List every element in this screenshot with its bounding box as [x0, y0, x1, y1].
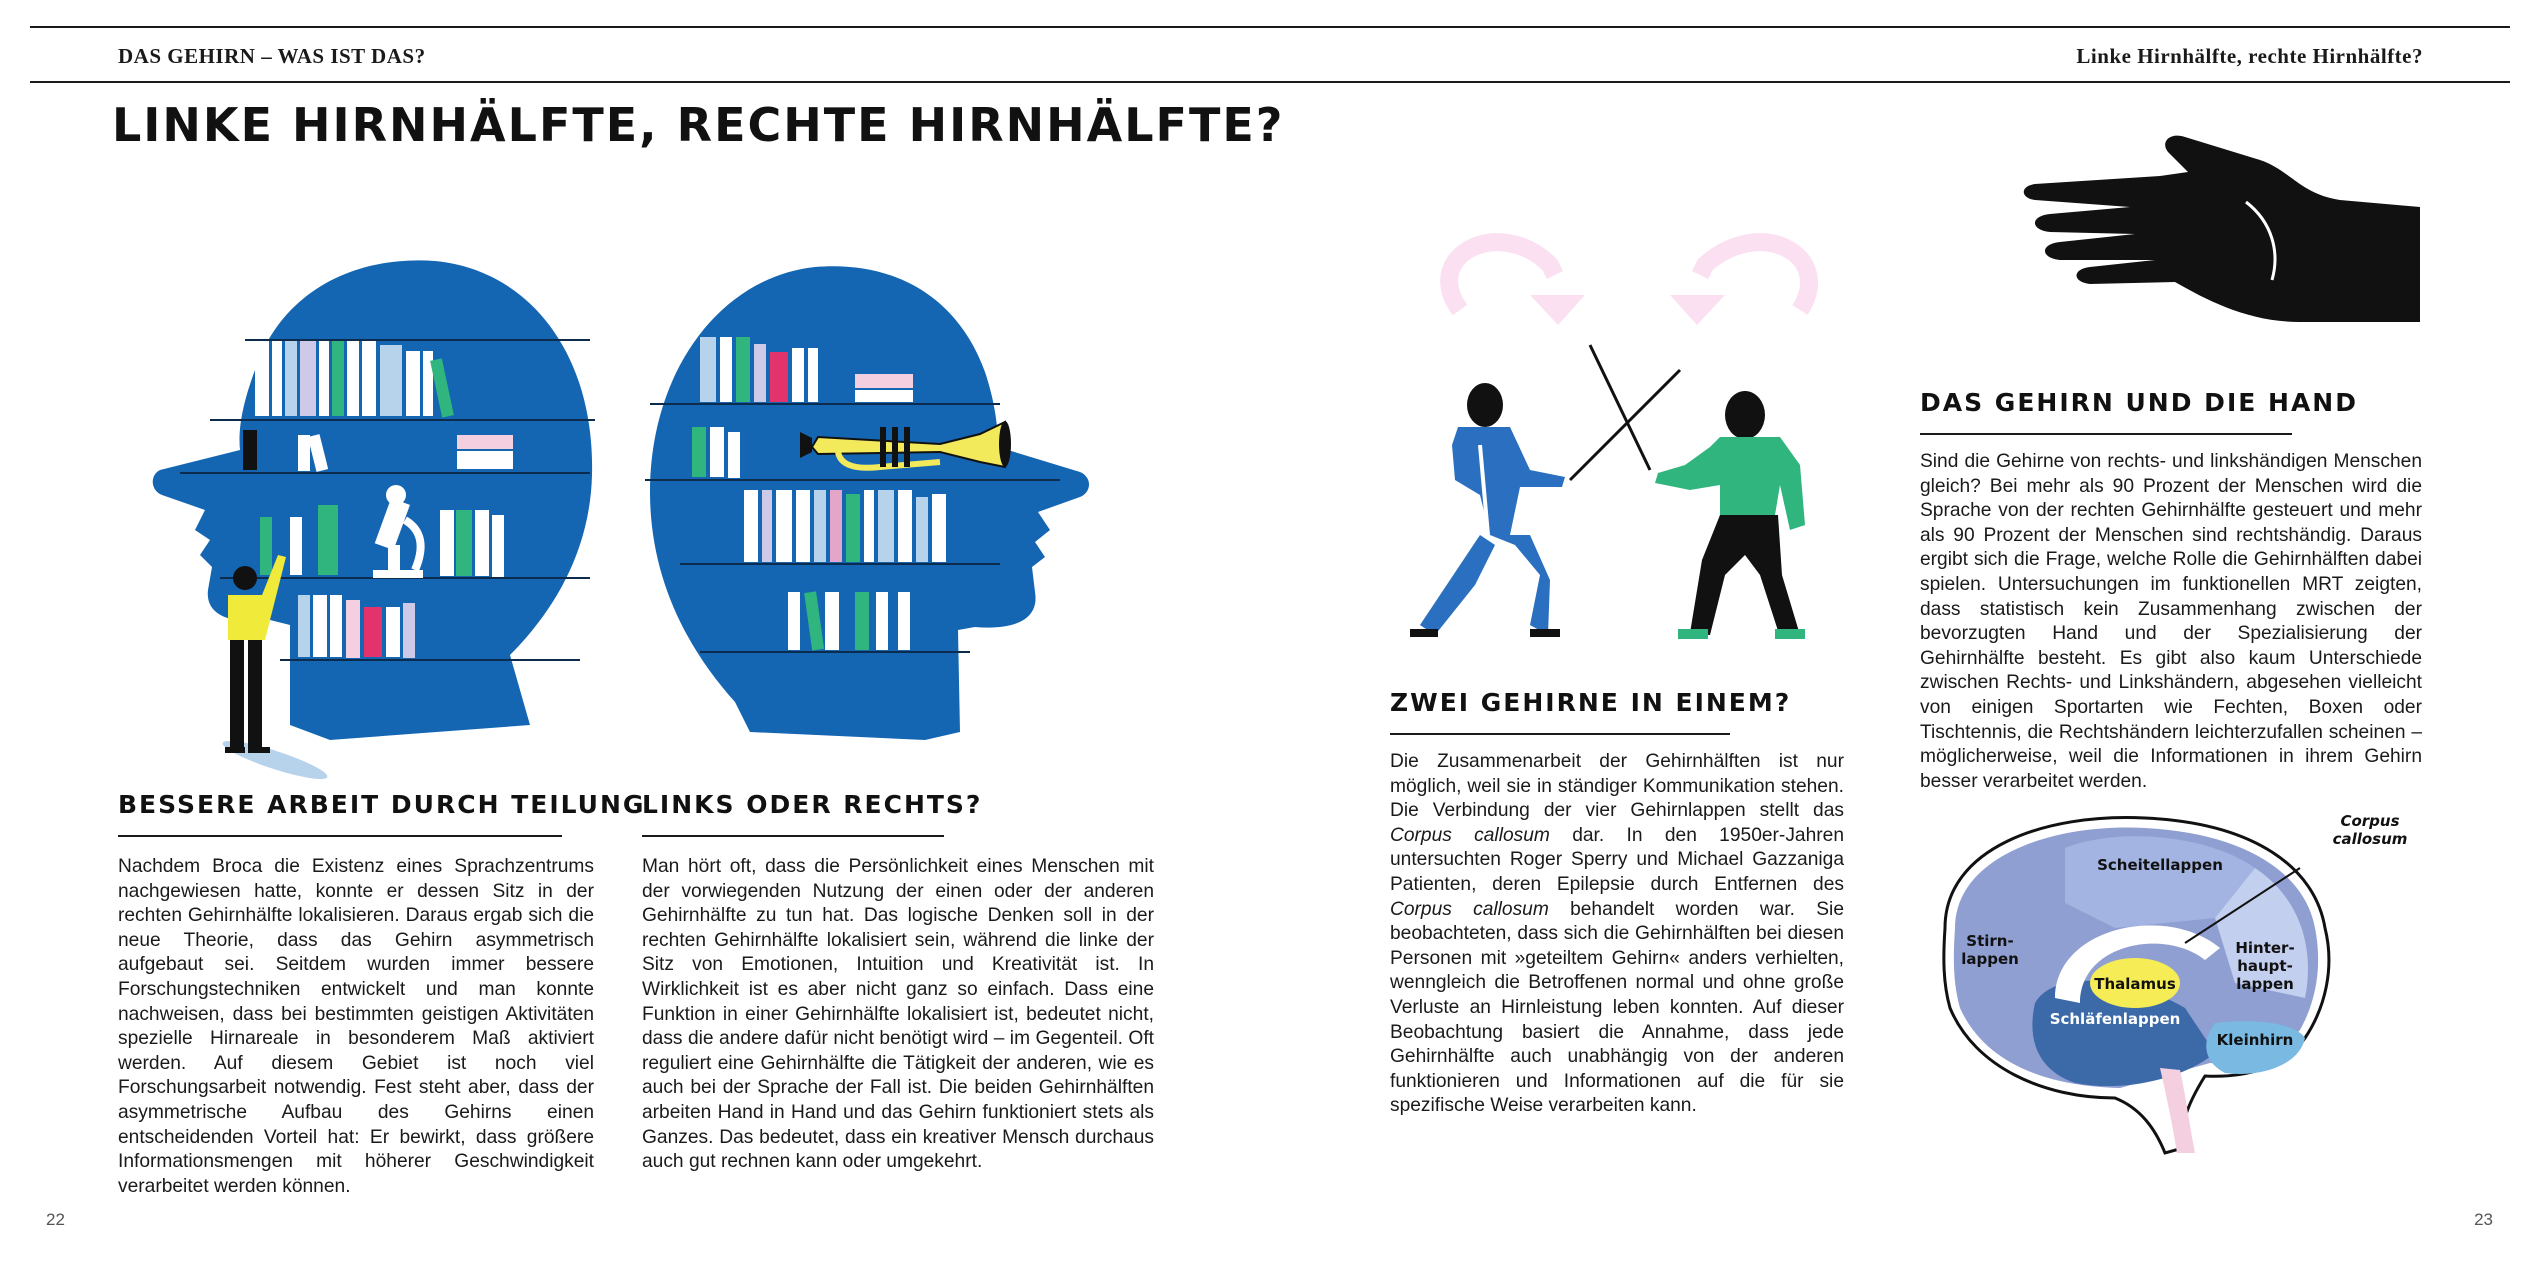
body-hand: Sind die Gehirne von rechts- und linkshändigen Menschen gleich? Bei mehr als 90 Prozent der Menschen wird die Sprache von der rechten Gehirnhälfte gesteuert und mehr als 90 Prozent der Menschen sind rechtshändig. Daraus ergibt sich die Frage, welche Rolle die Gehirnhälften dabei spielen. Untersuchungen im funktionellen MRT zeigten, dass statistisch kein Zusammenhang zwischen der bevorzugten Hand und der Spezialisierung der Gehirnhälfte besteht. Es gibt also kaum Unterschiede zwischen Rechts- und Linkshändern, abgesehen vielleicht von einigen Sportarten wie Fechten, Boxen oder Tischtennis, die Rechtshändern leichterzufallen scheinen – möglicherweise, weil die Informationen in ihrem Gehirn besser verarbeitet werden. — [1920, 451, 2422, 792]
term-corpus-callosum-1: Corpus callosum — [1390, 824, 1550, 846]
heading-rule-zwei-gehirne — [1390, 733, 1730, 735]
running-head-left: DAS GEHIRN – WAS IST DAS? — [118, 44, 426, 68]
header-rule-bottom — [30, 81, 2510, 83]
label-corpus-2: callosum — [2332, 830, 2408, 848]
heading-links-rechts: LINKS ODER RECHTS? — [642, 790, 983, 819]
running-head-right: Linke Hirnhälfte, rechte Hirnhälfte? — [2076, 44, 2423, 68]
fencers-illustration — [1380, 215, 1860, 665]
label-hinter-2: haupt- — [2237, 957, 2293, 975]
bookshelf-head-left — [150, 255, 610, 795]
label-hinter-3: lappen — [2236, 975, 2294, 993]
body-zwei-gehirne-part-3: behandelt worden war. Sie beobachteten, dass sich die Gehirnhälften bei diesen Personen mit »geteiltem Gehirn« anders verhielten, wenngleich die Betroffenen normal und ohne große Verluste an Hirnleistung leben konnten. Auf dieser Beobachtung basiert die Annahme, dass jede Gehirnhälfte auch unabhängig von der anderen funktionieren und Informationen auf die für sie spezifische Weise verarbeiten kann. — [1390, 898, 1844, 1117]
label-stirn-2: lappen — [1961, 950, 2019, 968]
body-zwei-gehirne-part-2: dar. In den 1950er-Jahren untersuchten Roger Sperry und Michael Gazzaniga Patienten, deren Epilepsie durch Entfernen des — [1390, 824, 1844, 895]
heading-rule-hand — [1920, 433, 2292, 435]
label-stirn-1: Stirn- — [1966, 932, 2014, 950]
label-kleinhirn: Kleinhirn — [2216, 1031, 2294, 1049]
label-schlaefenlappen: Schläfenlappen — [2049, 1010, 2181, 1028]
heading-rule-teilung — [118, 835, 562, 837]
label-scheitellappen: Scheitellappen — [2097, 856, 2223, 874]
body-teilung: Nachdem Broca die Existenz eines Sprachzentrums nachgewiesen hatte, konnte er dessen Sitz in der rechten Gehirnhälfte lokalisieren. Daraus ergab sich die neue Theorie, dass das Gehirn asymmetrisch aufgebaut sei. Seitdem wurden immer bessere Forschungstechniken entwickelt und man konnte nachweisen, dass bei bestimmten geistigen Aktivitäten spezielle Hirnareale in besonderem Maß aktiviert werden. Auf diesem Gebiet ist noch viel Forschungsarbeit notwendig. Fest steht aber, dass der asymmetrische Aufbau des Gehirns einen entscheidenden Vorteil hat: Er bewirkt, dass größere Informationsmengen mit höherer Geschwindigkeit verarbeitet werden können. — [118, 856, 594, 1197]
brain-diagram — [1915, 808, 2475, 1163]
label-corpus-1: Corpus — [2340, 812, 2400, 830]
label-hinter-1: Hinter- — [2235, 939, 2295, 957]
term-corpus-callosum-2: Corpus callosum — [1390, 898, 1549, 920]
body-zwei-gehirne — [1390, 750, 1844, 1119]
label-thalamus: Thalamus — [2094, 975, 2176, 993]
body-links-rechts: Man hört oft, dass die Persönlichkeit eines Menschen mit der vorwiegenden Nutzung der einen oder der anderen Gehirnhälfte zu tun hat. Das logische Denken soll in der rechten Gehirnhälfte lokalisiert sein, während die linke der Sitz von Emotionen, Intuition und Kreativität ist. In Wirklichkeit ist es aber nicht ganz so einfach. Dass eine Funktion in einer Gehirnhälfte lokalisiert ist, bedeutet nicht, dass die andere dafür nicht benötigt wird – im Gegenteil. Oft reguliert eine Gehirnhälfte die Tätigkeit der anderen, wie es auch bei der Sprache der Fall ist. Die beiden Gehirnhälften arbeiten Hand in Hand und das Gehirn funktioniert stets als Ganzes. Das bedeutet, dass ein kreativer Mensch durchaus auch gut rechnen kann oder umgekehrt. — [642, 856, 1154, 1173]
hand-silhouette — [2010, 132, 2430, 332]
body-zwei-gehirne-part-1: Die Zusammenarbeit der Gehirnhälften ist nur möglich, weil sie in ständiger Kommunikation stehen. Die Verbindung der vier Gehirnlappen stellt das — [1390, 751, 1844, 822]
heading-hand: DAS GEHIRN UND DIE HAND — [1920, 388, 2358, 417]
page-number-right: 23 — [2474, 1210, 2493, 1229]
page-number-left: 22 — [46, 1210, 65, 1229]
page-title: LINKE HIRNHÄLFTE, RECHTE HIRNHÄLFTE? — [112, 98, 1285, 152]
heading-rule-links-rechts — [642, 835, 944, 837]
bookshelf-head-right — [640, 262, 1100, 742]
heading-teilung: BESSERE ARBEIT DURCH TEILUNG — [118, 790, 646, 819]
heading-zwei-gehirne: ZWEI GEHIRNE IN EINEM? — [1390, 688, 1792, 717]
header-rule-top — [30, 26, 2510, 28]
